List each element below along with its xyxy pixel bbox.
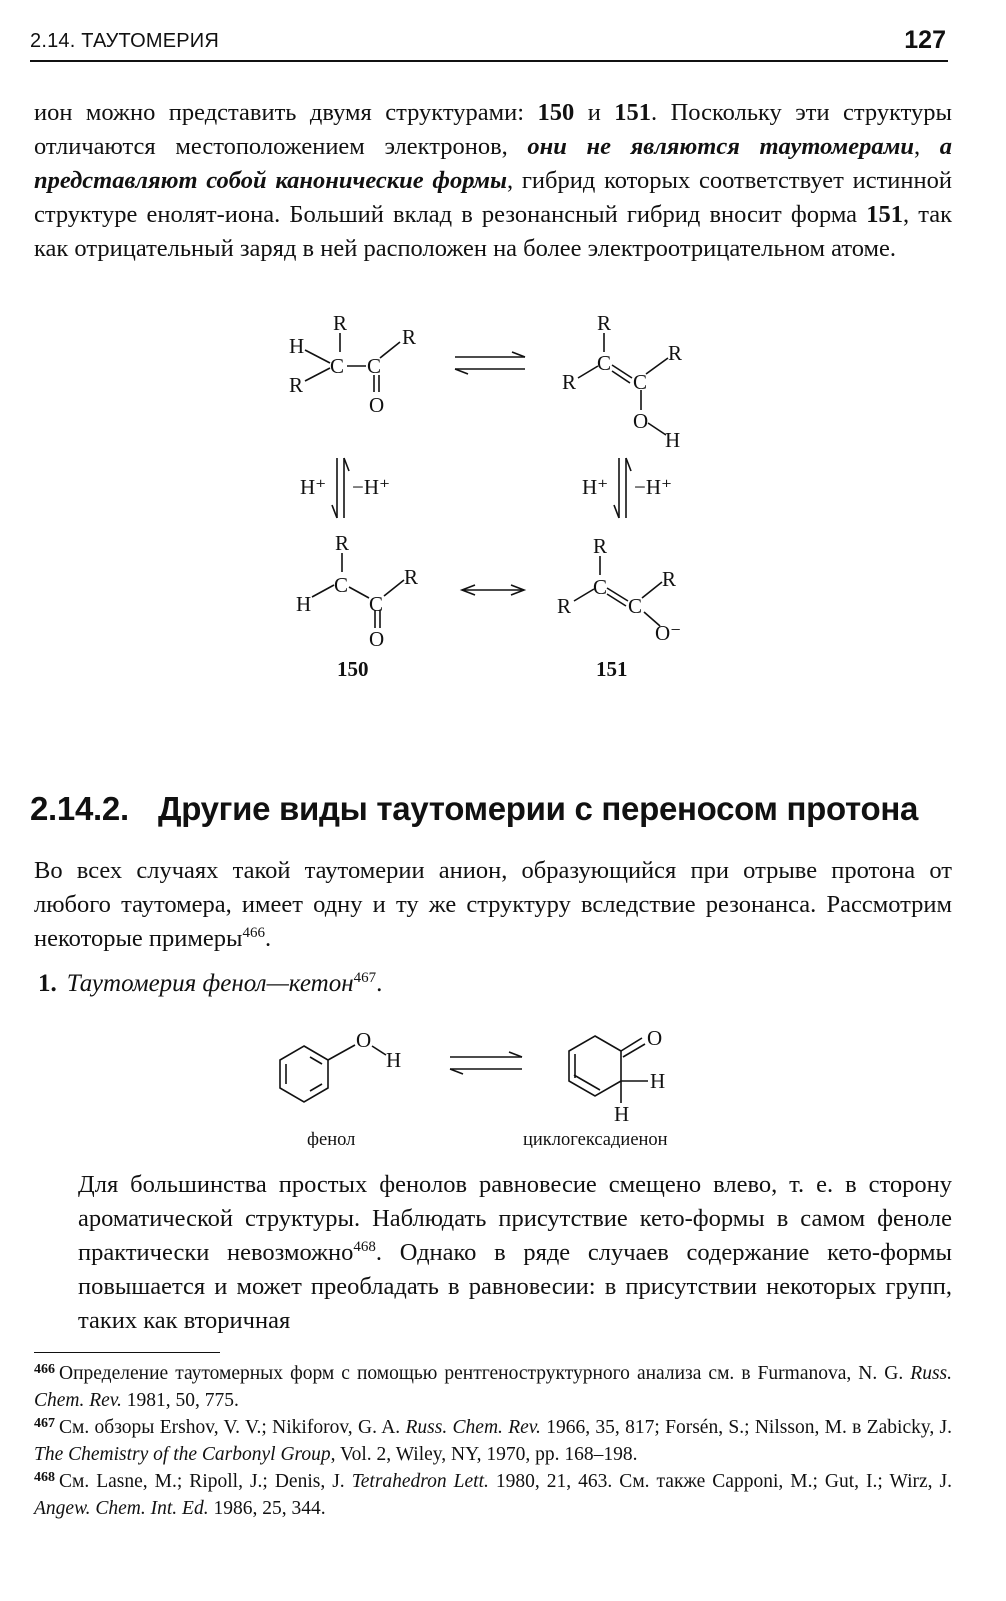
atom-c: C xyxy=(633,370,648,394)
atom-r: R xyxy=(557,594,572,618)
phenol-ketone-scheme xyxy=(270,1018,710,1148)
phenol-o-atom: O xyxy=(356,1028,372,1052)
paragraph-intro: Во всех случаях такой таутомерии анион, образующийся при отрыве протона от любого таутомера, имеет одну и ту же структуру вследствие резонанса. Рассмотрим некоторые примеры$^{466}$. xyxy=(34,857,952,952)
atom-c: C xyxy=(628,594,643,618)
ref-151: 151 xyxy=(614,99,652,126)
phenol-label: фенол xyxy=(307,1130,356,1148)
ketone-o-atom: O xyxy=(647,1026,663,1050)
footnote-467: $^{467}$ См. обзоры Ershov, V. V.; Nikiforov, G. A. Russ. Chem. Rev. 1966, 35, 817; Forsén, S.; Nilsson, M. в Zabicky, J. The Chemistry of the Carbonyl Group, Vol. 2, Wiley, NY, 1970, pp. 168–198. xyxy=(34,1416,953,1465)
item-title: Таутомерия фенол—кетон xyxy=(66,970,354,997)
atom-r: R xyxy=(404,565,419,589)
minus-h-plus-right: −H⁺ xyxy=(634,475,673,499)
atom-c: C xyxy=(369,592,384,616)
atom-r: R xyxy=(562,370,577,394)
footnote-ref-467: 467 xyxy=(353,970,377,986)
atom-r: R xyxy=(593,534,608,558)
atom-r: R xyxy=(597,311,612,335)
ketone-h-atom: H xyxy=(650,1069,666,1093)
paragraph-phenols: Для большинства простых фенолов равновесие смещено влево, т. е. в сторону ароматической структуры. Наблюдать присутствие кето-формы в самом феноле практически невозможно$^{468}$. Однако в ряде случаев содержание кето-формы повышается и может преобладать в равновесии: в присутствии некоторых групп, таких как вторичная xyxy=(78,1171,953,1334)
running-header xyxy=(30,22,948,62)
ref-150: 150 xyxy=(537,99,575,126)
atom-r: R xyxy=(289,373,304,397)
ref-151-b: 151 xyxy=(866,201,903,228)
footnote-divider xyxy=(34,1352,220,1353)
footnotes xyxy=(34,1360,952,1522)
phenol-h-atom: H xyxy=(386,1048,402,1072)
atom-h: H xyxy=(665,428,681,452)
section-heading-title: Другие виды таутомерии с переносом протона xyxy=(158,790,919,827)
atom-c-anion: C xyxy=(334,573,349,597)
atom-o: O xyxy=(369,627,385,651)
list-item-phenol-ketone: 1. Таутомерия фенол—кетон$^{467}$. xyxy=(38,970,383,997)
paragraph-enolate: ион можно представить двумя структурами: 150 и 151. Поскольку эти структуры отличаются местоположением электронов, они не являются таутомерами, а представляют собой канонические формы, гибрид которых соответствует истинной структуре енолят-иона. Больший вклад в резонансный гибрид вносит форма 151, так как отрицательный заряд в ней расположен на более электроотрицательном атоме. xyxy=(34,99,953,262)
footnote-ref-468: 468 xyxy=(353,1239,376,1255)
emphasis-not-tautomers: они не являются таутомерами xyxy=(527,133,914,160)
page-number: 127 xyxy=(904,26,946,54)
atom-h: H xyxy=(296,592,312,616)
atom-h: H xyxy=(289,334,305,358)
atom-r: R xyxy=(662,567,677,591)
footnote-468: $^{468}$ См. Lasne, M.; Ripoll, J.; Denis, J. Tetrahedron Lett. 1980, 21, 463. См. также Capponi, M.; Gut, I.; Wirz, J. Angew. Chem. Int. Ed. 1986, 25, 344. xyxy=(34,1470,953,1519)
cyclohexadienone-label: циклогексадиенон xyxy=(523,1130,668,1148)
footnote-466: $^{466}$ Определение таутомерных форм с помощью рентгеноструктурного анализа см. в Furmanova, N. G. Russ. Chem. Rev. 1981, 50, 775. xyxy=(34,1362,952,1411)
compound-label-151: 151 xyxy=(596,657,628,681)
section-heading xyxy=(30,790,960,828)
atom-r: R xyxy=(668,341,683,365)
atom-c: C xyxy=(593,575,608,599)
compound-label-150: 150 xyxy=(337,657,369,681)
minus-h-plus-left: −H⁺ xyxy=(352,475,391,499)
h-plus-right: H⁺ xyxy=(582,475,609,499)
atom-o: O xyxy=(369,393,385,417)
item-number: 1. xyxy=(38,970,57,997)
atom-o-minus: O⁻ xyxy=(655,621,682,645)
footnote-ref-466: 466 xyxy=(242,925,265,941)
section-number: 2.14.2. xyxy=(30,790,129,827)
atom-c: C xyxy=(330,354,345,378)
atom-o: O xyxy=(633,409,649,433)
emphasis-canonical-forms: а представляют собой канонические формы xyxy=(34,133,953,194)
atom-r: R xyxy=(335,531,350,555)
ketone-h-atom-2: H xyxy=(614,1102,630,1126)
atom-c: C xyxy=(597,351,612,375)
section-title: 2.14. ТАУТОМЕРИЯ xyxy=(30,30,219,52)
h-plus-left: H⁺ xyxy=(300,475,327,499)
atom-r: R xyxy=(402,325,417,349)
keto-enol-scheme xyxy=(270,305,730,690)
atom-r: R xyxy=(333,311,348,335)
atom-c: C xyxy=(367,354,382,378)
